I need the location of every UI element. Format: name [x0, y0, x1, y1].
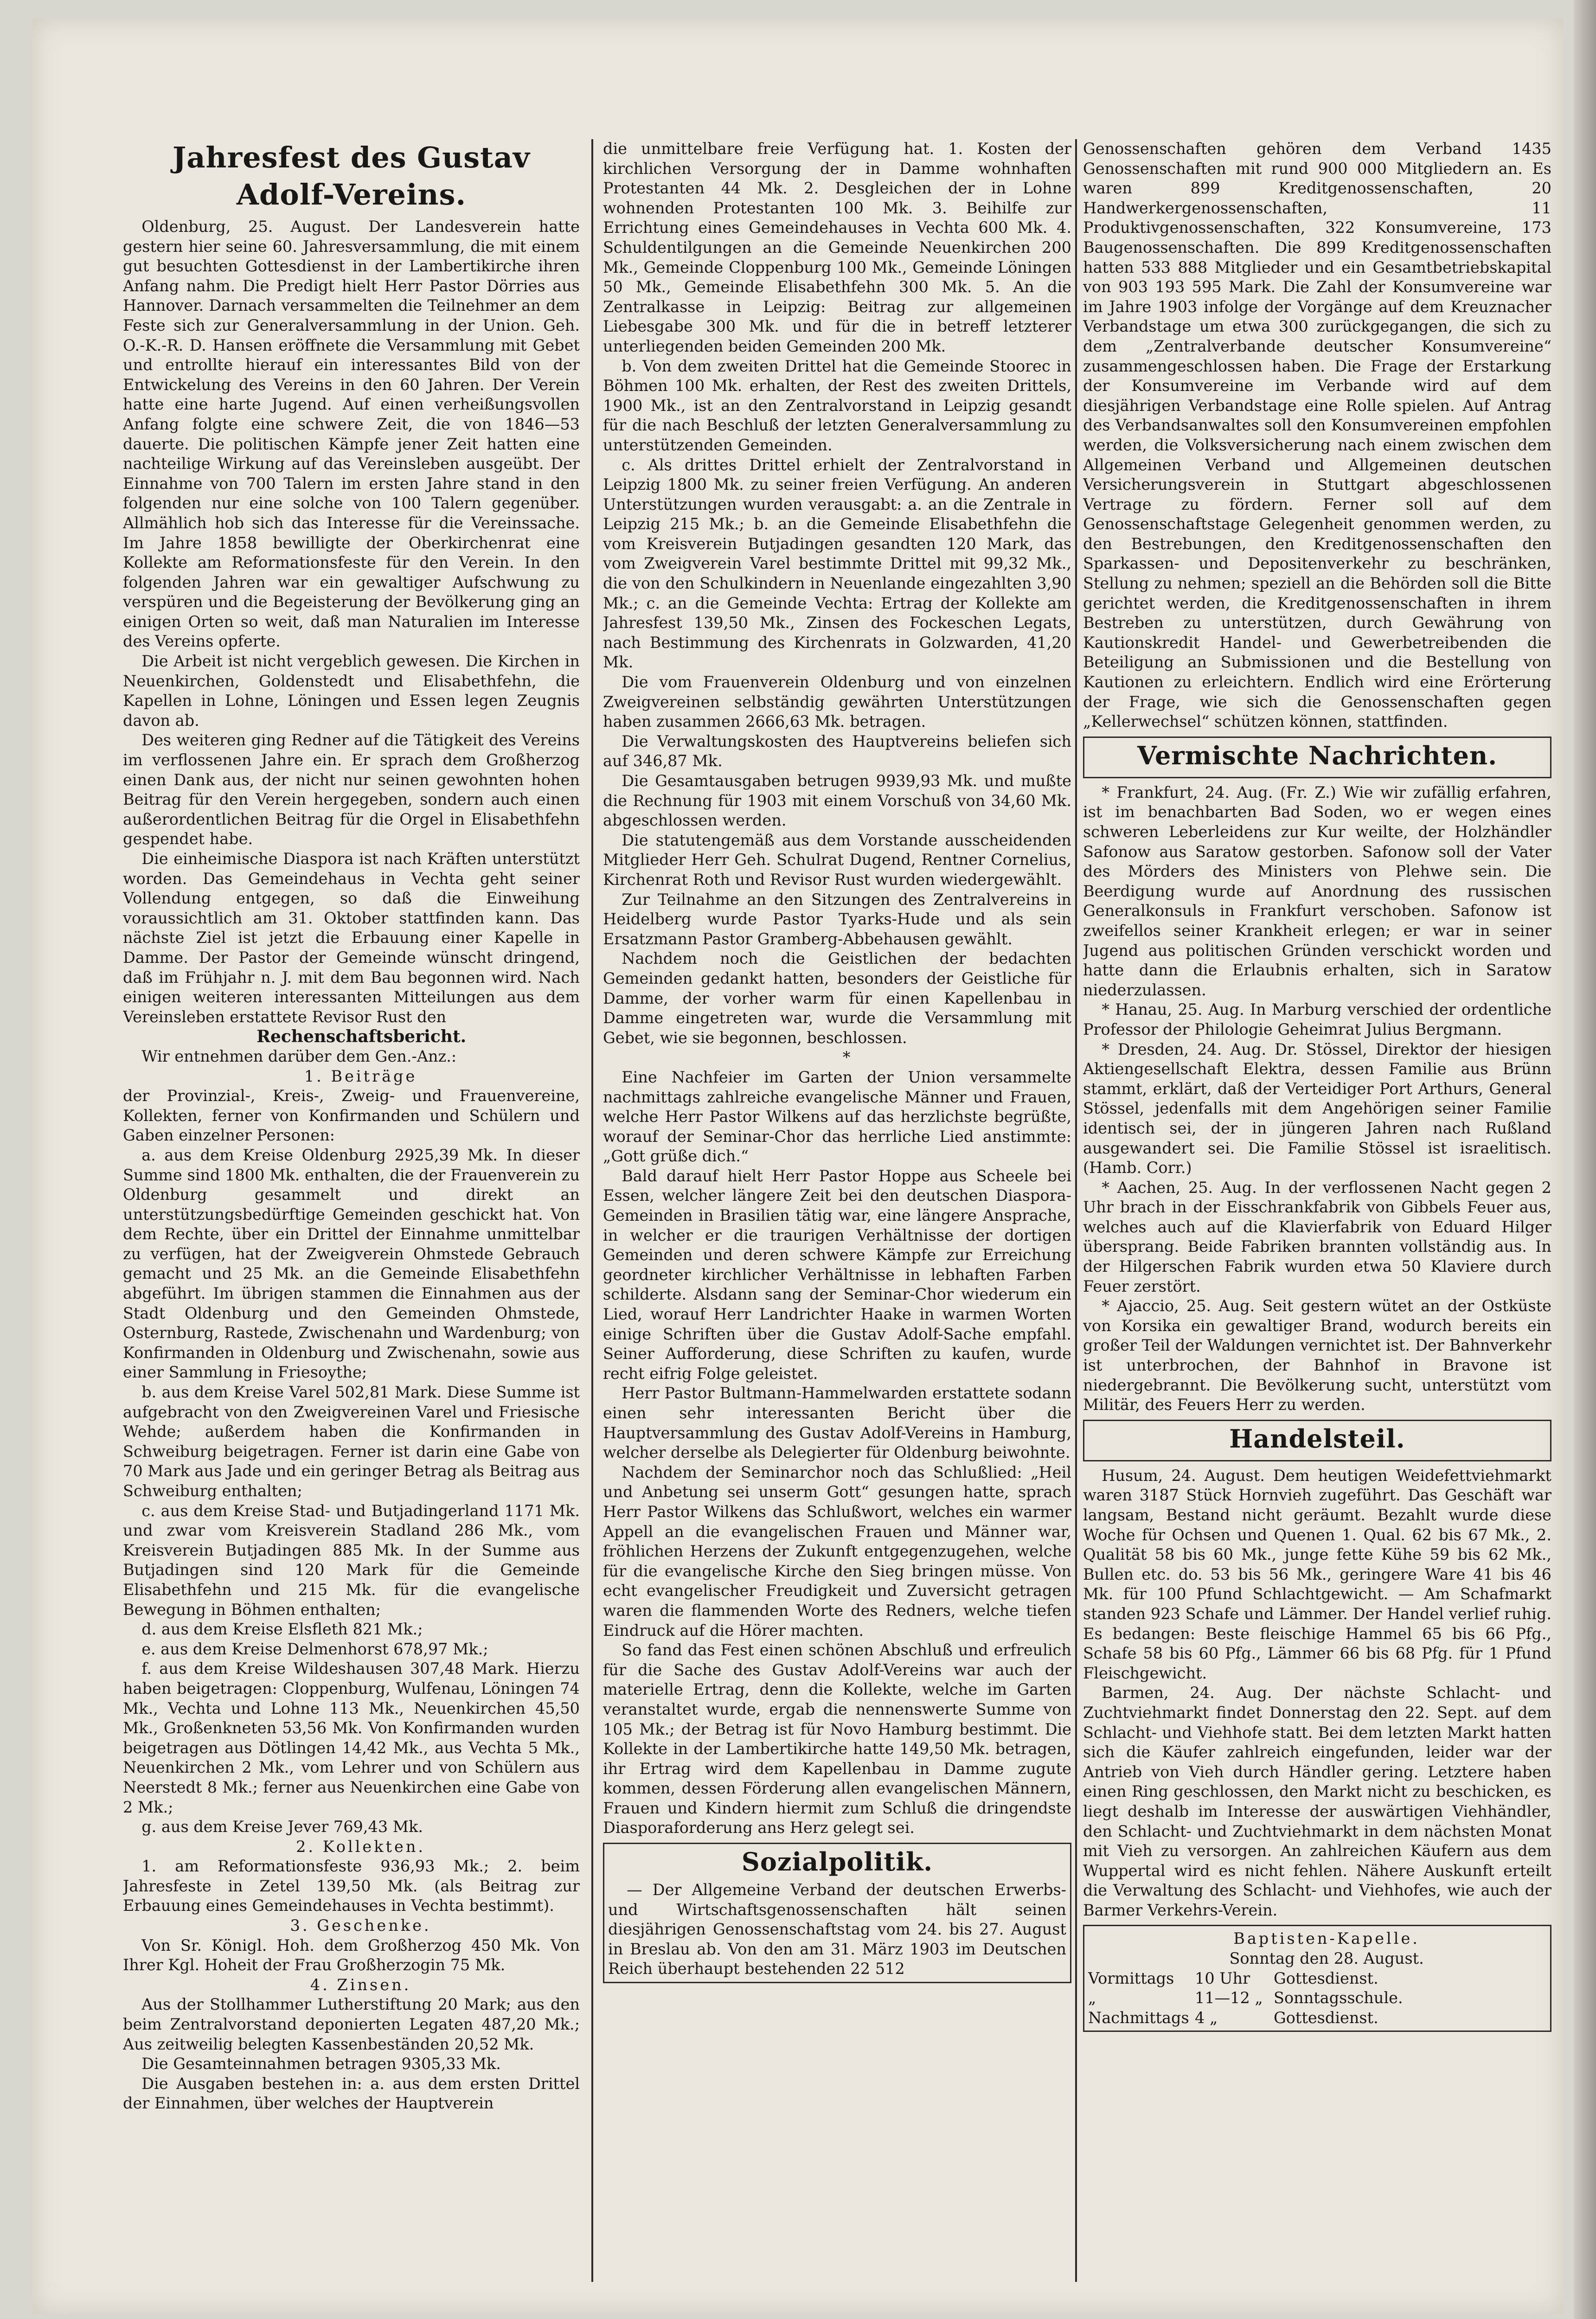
paragraph: So fand das Fest einen schönen Abschluß und erfreulich für die Sache des Gustav Adolf-Vereins war auch der materielle Ertrag, denn die Kollekte, welche im Garten veranstaltet wurde, ergab die nennenswerte Summe von 105 Mk.; der Betrag ist für Novo Hamburg bestimmt. Die Kollekte in der Lambertikirche hatte 149,50 Mk. betragen, ihr Ertrag wird dem Kapellenbau in Damme zugute kommen, dessen Förderung allen evangelischen Männern, Frauen und Kindern hiermit zum Schluß die dringendste Diasporaforderung ans Herz gelegt sei. [603, 1641, 1071, 1837]
subheading-zinsen: 4. Zinsen. [310, 1975, 411, 1994]
article-headline-gustav-adolf: Jahresfest des Gustav Adolf-Vereins. [173, 141, 530, 211]
list-item: b. aus dem Kreise Varel 502,81 Mark. Diese Summe ist aufgebracht von den Zweigvereinen Varel und Friesische Wehde; außerdem haben die Konfirmanden in Schweiburg beigetragen. Ferner ist darin eine Gabe von 70 Mark aus Jade und ein geringer Betrag als Beitrag aus Schweiburg enthalten; [123, 1383, 580, 1500]
paragraph: b. Von dem zweiten Drittel hat die Gemeinde Stoorec in Böhmen 100 Mk. erhalten, der Rest des zweiten Drittels, 1900 Mk., ist an den Zentralvorstand in Leipzig gesandt für die nach Beschluß der letzten Generalversammlung zu unterstützenden Gemeinden. [603, 357, 1071, 454]
section-heading-rechenschaftsbericht: Rechenschaftsbericht. [256, 1027, 467, 1047]
section-headline-vermischte-nachrichten: Vermischte Nachrichten. [1137, 740, 1497, 770]
handelsteil-box [1083, 1420, 1551, 1461]
notice-title: Baptisten-Kapelle. [1233, 1929, 1420, 1948]
paragraph: Nachdem der Seminarchor noch das Schlußlied: „Heil und Anbetung sei unserm Gott“ gesungen hatte, sprach Herr Pastor Wilkens das Schlußwort, welches ein warmer Appell an die evangelischen Frauen und Männer war, fröhlichen Herzens der Zukunft entgegenzugehen, welche für die evangelische Kirche den Sieg bringen müsse. Von echt evangelischer Freudigkeit und Zuversicht getragen waren die flammenden Worte des Redners, welche tiefen Eindruck auf die Hörer machten. [603, 1463, 1071, 1640]
vermischte-box [1083, 737, 1551, 778]
section-headline-sozialpolitik: Sozialpolitik. [741, 1847, 933, 1877]
paragraph: Die Verwaltungskosten des Hauptvereins beliefen sich auf 346,87 Mk. [603, 732, 1071, 770]
paragraph: Die statutengemäß aus dem Vorstande ausscheidenden Mitglieder Herr Geh. Schulrat Dugend, Rentner Cornelius, Kirchenrat Roth und Revisor Rust wurden wiedergewählt. [603, 831, 1071, 889]
news-item: * Hanau, 25. Aug. In Marburg verschied der ordentliche Professor der Philologie Geheimrat Julius Bergmann. [1083, 1000, 1551, 1038]
paragraph: Eine Nachfeier im Garten der Union versammelte nachmittags zahlreiche evangelische Männer und Frauen, welche Herr Pastor Wilkens auf das herzlichste begrüßte, worauf der Seminar-Chor das herrliche Lied anstimmte: „Gott grüße dich.“ [603, 1068, 1071, 1166]
schedule-event: Gottesdienst. [1274, 2008, 1378, 2027]
notice-date: Sonntag den 28. August. [1229, 1949, 1424, 1968]
schedule-event: Sonntagsschule. [1274, 1989, 1403, 2007]
news-item: * Ajaccio, 25. Aug. Seit gestern wütet an der Ostküste von Korsika ein gewaltiger Brand, wodurch bereits ein großer Teil der Waldungen vernichtet ist. Der Bahnverkehr ist unterbrochen, der Bahnhof in Bravone ist niedergebrannt. Die Bevölkerung sucht, unterstützt vom Militär, des Feuers Herr zu werden. [1083, 1297, 1551, 1414]
subheading-beitraege: 1. Beiträge [304, 1067, 417, 1085]
paragraph: 1. am Reformationsfeste 936,93 Mk.; 2. beim Jahresfeste in Zetel 139,50 Mk. (als Beitrag zur Erbauung eines Gemeindehauses in Vechta bestimmt). [123, 1857, 580, 1915]
section-headline-handelsteil: Handelsteil. [1229, 1423, 1405, 1454]
news-item: * Frankfurt, 24. Aug. (Fr. Z.) Wie wir zufällig erfahren, ist im benachbarten Bad Soden, wo er wegen eines schweren Leberleidens zur Kur weilte, der Holzhändler Safonow aus Saratow gestorben. Safonow soll der Vater des Mörders des Ministers von Plehwe sein. Die Beerdigung wurde auf Anordnung des russischen Generalkonsuls in Frankfurt verschoben. Safonow ist zweifellos seiner Krankheit erlegen; er war in seiner Jugend aus politischen Gründen verschickt worden und hatte dann die Erlaubnis erhalten, sich in Saratow niederzulassen. [1083, 783, 1551, 999]
paragraph: Nachdem noch die Geistlichen der bedachten Gemeinden gedankt hatten, besonders der Geistliche für Damme, der vorher warm für einen Kapellenbau in Damme eingetreten war, wurde die Versammlung mit Gebet, wie sie begonnen, beschlossen. [603, 949, 1071, 1047]
page-edge [1574, 0, 1596, 2319]
paragraph: die unmittelbare freie Verfügung hat. 1. Kosten der kirchlichen Versorgung der in Damme wohnhaften Protestanten 44 Mk. 2. Desgleichen der in Lohne wohnenden Protestanten 100 Mk. 3. Beihilfe zur Errichtung eines Gemeindehauses in Vechta 600 Mk. 4. Schuldentilgungen an die Gemeinde Neuenkirchen 200 Mk., Gemeinde Cloppenburg 100 Mk., Gemeinde Löningen 50 Mk., Gemeinde Elisabethfehn 300 Mk. 5. An die Zentralkasse in Leipzig: Beitrag zur allgemeinen Liebesgabe 300 Mk. und für die in betreff letzterer unterliegenden beiden Gemeinden 200 Mk. [603, 140, 1071, 355]
news-item: * Aachen, 25. Aug. In der verflossenen Nacht gegen 2 Uhr brach in der Eisschrankfabrik von Gibbels Feuer aus, welches auch auf die Klavierfabrik von Eduard Hilger übersprang. Beide Fabriken brannten vollständig aus. In der Hilgerschen Fabrik wurden etwa 50 Klaviere durch Feuer zerstört. [1083, 1178, 1551, 1295]
section-separator-star: * [842, 1048, 851, 1067]
news-item: * Dresden, 24. Aug. Dr. Stössel, Direktor der hiesigen Aktiengesellschaft Elektra, dessen Familie aus Brünn stammt, erklärt, daß der Verteidiger Port Arthurs, General Stössel, jedenfalls mit dem Angehörigen seiner Familie identisch sei, der in jüngeren Jahren nach Rußland ausgewandert sei. Die Familie Stössel ist israelitisch. (Hamb. Corr.) [1083, 1040, 1551, 1177]
paragraph: Des weiteren ging Redner auf die Tätigkeit des Vereins im verflossenen Jahre ein. Er sprach dem Großherzog einen Dank aus, der nicht nur seinen gewohnten hohen Beitrag für den Verein hergegeben, sondern auch einen außerordentlichen Beitrag für die Orgel in Elisabethfehn gespendet habe. [123, 731, 580, 848]
notice-box-baptisten [1083, 1925, 1551, 2032]
paragraph: Aus der Stollhammer Lutherstiftung 20 Mark; aus den beim Zentralvorstand deponierten Legaten 487,20 Mk.; Aus zeitweilig belegten Kassenbeständen 20,52 Mk. [123, 1995, 580, 2053]
schedule-time: 11—12 „ [1195, 1989, 1263, 2007]
list-item: c. aus dem Kreise Stad- und Butjadingerland 1171 Mk. und zwar vom Kreisverein Stadland 286 Mk., vom Kreisverein Butjadingen 885 Mk. In der Summe aus Butjadingen sind 120 Mark für die Gemeinde Elisabethfehn und 215 Mk. für die evangelische Bewegung in Böhmen enthalten; [123, 1501, 580, 1619]
schedule-time-label: Vormittags [1088, 1969, 1174, 1987]
list-item: e. aus dem Kreise Delmenhorst 678,97 Mk.; [141, 1640, 488, 1658]
paragraph: Die einheimische Diaspora ist nach Kräften unterstützt worden. Das Gemeindehaus in Vechta geht seiner Vollendung entgegen, so daß die Einweihung voraussichtlich am 31. Oktober stattfinden kann. Das nächste Ziel ist jetzt die Erbauung einer Kapelle in Damme. Der Pastor der Gemeinde wünscht dringend, daß im Frühjahr n. J. mit dem Bau begonnen wird. Nach einigen weiteren interessanten Mitteilungen aus dem Vereinsleben erstattete Revisor Rust den [123, 850, 580, 1026]
column-1 [123, 139, 580, 2282]
paragraph: Die Gesamtausgaben betrugen 9939,93 Mk. und mußte die Rechnung für 1903 mit einem Vorschuß von 34,60 Mk. abgeschlossen werden. [603, 772, 1071, 830]
schedule-row [1088, 1988, 1546, 2008]
list-item: g. aus dem Kreise Jever 769,43 Mk. [141, 1818, 423, 1836]
subheading-geschenke: 3. Geschenke. [290, 1916, 431, 1935]
schedule-row [1088, 2008, 1546, 2028]
subheading-kollekten: 2. Kollekten. [296, 1837, 426, 1856]
paragraph: Herr Pastor Bultmann-Hammelwarden erstattete sodann einen sehr interessanten Bericht über die Hauptversammlung des Gustav Adolf-Vereins in Hamburg, welcher derselbe als Delegierter für Oldenburg beiwohnte. [603, 1384, 1071, 1462]
schedule-event: Gottesdienst. [1274, 1969, 1378, 1987]
column-2 [603, 139, 1071, 2282]
paragraph: c. Als drittes Drittel erhielt der Zentralvorstand in Leipzig 1800 Mk. zu seiner freien Verfügung. An anderen Unterstützungen wurden verausgabt: a. an die Zentrale in Leipzig 215 Mk.; b. an die Gemeinde Elisabethfehn die vom Kreisverein Butjadingen gesandten 120 Mark, das vom Zweigverein Varel bestimmte Drittel mit 99,32 Mk., die von den Schulkindern in Neuenlande eingezahlten 3,90 Mk.; c. an die Gemeinde Vechta: Ertrag der Kollekte am Jahresfest 139,50 Mk., Zinsen des Fockeschen Legats, nach Bestimmung des Kirchenrats in Golzwarden, 41,20 Mk. [603, 455, 1071, 672]
schedule-time: 10 Uhr [1195, 1969, 1250, 1987]
column-3 [1083, 139, 1551, 2282]
paragraph: Die Arbeit ist nicht vergeblich gewesen. Die Kirchen in Neuenkirchen, Goldenstedt und Elisabethfehn, die Kapellen in Lohne, Löningen und Essen legen Zeugnis davon ab. [123, 652, 580, 730]
column-rule-2 [1075, 139, 1077, 2282]
news-item: Barmen, 24. Aug. Der nächste Schlacht- und Zuchtviehmarkt findet Donnerstag den 22. Sept. auf dem Schlacht- und Viehhofe statt. Bei dem letzten Markt hatten sich die Käufer zahlreich eingefunden, leider war der Antrieb von Vieh durch Händler gering. Letztere haben einen Ring geschlossen, den Markt nicht zu beschicken, es liegt deshalb im Interesse der auswärtigen Viehhändler, den Schlacht- und Zuchtviehmarkt in dem nächsten Monat mit Vieh zu versorgen. An zahlreichen Käufern aus dem Wuppertal wird es nicht fehlen. Nähere Auskunft erteilt die Verwaltung des Schlacht- und Viehhofes, wie auch der Barmer Verkehrs-Verein. [1083, 1684, 1551, 1919]
paragraph: Wir entnehmen darüber dem Gen.-Anz.: [141, 1047, 457, 1065]
paragraph: Von Sr. Königl. Hoh. dem Großherzog 450 Mk. Von Ihrer Kgl. Hoheit der Frau Großherzogin 75 Mk. [123, 1936, 580, 1974]
paragraph: Die vom Frauenverein Oldenburg und von einzelnen Zweigvereinen selbständig gewährten Unterstützungen haben zusammen 2666,63 Mk. betragen. [603, 673, 1071, 731]
schedule-time: 4 „ [1195, 2008, 1218, 2027]
paragraph: Genossenschaften gehören dem Verband 1435 Genossenschaften mit rund 900 000 Mitgliedern an. Es waren 899 Kreditgenossenschaften, 20 Handwerkergenossenschaften, 11 Produktivgenossenschaften, 322 Konsumvereine, 173 Baugenossenschaften. Die 899 Kreditgenossenschaften hatten 533 888 Mitglieder und ein Gesamtbetriebskapital von 903 193 595 Mark. Die Zahl der Konsumvereine war im Jahre 1903 infolge der Vorgänge auf dem Kreuznacher Verbandstage um etwa 300 zurückgegangen, die sich zu dem „Zentralverbande deutscher Konsumvereine“ zusammengeschlossen haben. Die Frage der Erstarkung der Konsumvereine im Verbande wird auf dem diesjährigen Verbandstage eine Rolle spielen. Auf Antrag des Verbandsanwaltes soll den Konsumvereinen empfohlen werden, die Volksversicherung nach einem zwischen dem Allgemeinen Verband und Allgemeinen deutschen Versicherungsverein in Stuttgart abgeschlossenen Vertrage zu fördern. Ferner soll auf dem Genossenschaftstage Gelegenheit genommen werden, zu den Bestrebungen, den Kreditgenossenschaften den Sparkassen- und Depositenverkehr zu beschränken, Stellung zu nehmen; speziell an die Behörden soll die Bitte gerichtet werden, die Kreditgenossenschaften in ihrem Bestreben zu unterstützen, durch Gewährung von Kautionskredit Handel- und Gewerbetreibenden die Beteiligung an Submissionen und die Bestellung von Kautionen zu erleichtern. Endlich wird eine Erörterung der Frage, wie sich die Genossenschaften gegen „Kellerwechsel“ schützen können, stattfinden. [1083, 140, 1551, 731]
news-item: Husum, 24. August. Dem heutigen Weidefettviehmarkt waren 3187 Stück Hornvieh zugeführt. Das Geschäft war langsam, Bestand nicht geräumt. Bezahlt wurde diese Woche für Ochsen und Quenen 1. Qual. 62 bis 67 Mk., 2. Qualität 58 bis 60 Mk., junge fette Kühe 59 bis 62 Mk., Bullen etc. do. 53 bis 56 Mk., geringere Ware 41 bis 46 Mk. für 100 Pfund Schlachtgewicht. — Am Schafmarkt standen 923 Schafe und Lämmer. Der Handel verlief ruhig. Es bedangen: Beste fleischige Hammel 65 bis 66 Pfg., Schafe 58 bis 60 Pfg., Lämmer 66 bis 68 Pfg. für 1 Pfund Fleischgewicht. [1083, 1466, 1551, 1682]
list-item: d. aus dem Kreise Elsfleth 821 Mk.; [141, 1620, 423, 1639]
paragraph: Die Gesamteinnahmen betragen 9305,33 Mk. [141, 2055, 501, 2073]
paragraph: Zur Teilnahme an den Sitzungen des Zentralvereins in Heidelberg wurde Pastor Tyarks-Hude und als sein Ersatzmann Pastor Gramberg-Abbehausen gewählt. [603, 890, 1071, 948]
paragraph: — Der Allgemeine Verband der deutschen Erwerbs- und Wirtschaftsgenossenschaften hält seinen diesjährigen Genossenschaftstag vom 24. bis 27. August in Breslau ab. Von den am 31. März 1903 im Deutschen Reich überhaupt bestehenden 22 512 [608, 1881, 1066, 1978]
schedule-time-label: „ [1088, 1989, 1096, 2007]
paragraph: der Provinzial-, Kreis-, Zweig- und Frauenvereine, Kollekten, ferner von Konfirmanden und Schülern und Gaben einzelner Personen: [123, 1087, 580, 1145]
list-item: a. aus dem Kreise Oldenburg 2925,39 Mk. In dieser Summe sind 1800 Mk. enthalten, die der Frauenverein zu Oldenburg gesammelt und direkt an unterstützungsbedürftige Gemeinden geschickt hat. Von dem Rechte, über ein Drittel der Einnahme unmittelbar zu verfügen, hat der Zweigverein Ohmstede Gebrauch gemacht und 25 Mk. an die Gemeinde Elisabethfehn abgeführt. Im übrigen stammen die Einnahmen aus der Stadt Oldenburg und den Gemeinden Ohmstede, Osternburg, Rastede, Zwischenahn und Wardenburg; von Konfirmanden in Oldenburg und Zwischenahn, sowie aus einer Sammlung in Friesoythe; [123, 1146, 580, 1382]
schedule-time-label: Nachmittags [1088, 2008, 1189, 2027]
schedule-row [1088, 1969, 1546, 1989]
paragraph: Oldenburg, 25. August. Der Landesverein hatte gestern hier seine 60. Jahresversammlung, die mit einem gut besuchten Gottesdienst in der Lambertikirche ihren Anfang nahm. Die Predigt hielt Herr Pastor Dörries aus Hannover. Darnach versammelten die Teilnehmer an dem Feste sich zur Generalversammlung in der Union. Geh. O.-K.-R. D. Hansen eröffnete die Versammlung mit Gebet und entrollte hierauf ein interessantes Bild von der Entwickelung des Vereins in den 60 Jahren. Der Verein hatte eine harte Jugend. Auf einen verheißungsvollen Anfang folgte eine schwere Zeit, die von 1846—53 dauerte. Die politischen Kämpfe jener Zeit hatten eine nachteilige Wirkung auf das Vereinsleben ausgeübt. Der Einnahme von 700 Talern im ersten Jahre stand in den folgenden nur eine solche von 100 Talern gegenüber. Allmählich hob sich das Interesse für die Vereinssache. Im Jahre 1858 bewilligte der Oberkirchenrat eine Kollekte am Reformationsfeste für den Verein. In den folgenden Jahren war ein gewaltiger Aufschwung zu verspüren und die Begeisterung der Bevölkerung ging an einigen Orten so weit, daß man Naturalien im Interesse des Vereins opferte. [123, 218, 580, 651]
column-rule-1 [591, 139, 593, 2282]
sozialpolitik-box [603, 1843, 1071, 1983]
paragraph: Die Ausgaben bestehen in: a. aus dem ersten Drittel der Einnahmen, über welches der Hauptverein [123, 2074, 580, 2113]
list-item: f. aus dem Kreise Wildeshausen 307,48 Mark. Hierzu haben beigetragen: Cloppenburg, Wulfenau, Löningen 74 Mk., Vechta und Lohne 113 Mk., Neuenkirchen 45,50 Mk., Großenkneten 53,56 Mk. Von Konfirmanden wurden beigetragen aus Dötlingen 14,42 Mk., aus Vechta 5 Mk., Neuenkirchen 2 Mk., vom Lehrer und von Schülern aus Neerstedt 8 Mk.; ferner aus Neuenkirchen eine Gabe von 2 Mk.; [123, 1659, 580, 1816]
paragraph: Bald darauf hielt Herr Pastor Hoppe aus Scheele bei Essen, welcher längere Zeit bei den deutschen Diaspora-Gemeinden in Brasilien tätig war, eine längere Ansprache, in welcher er die traurigen Verhältnisse der dortigen Gemeinden und deren schwere Kämpfe zur Erreichung geordneter kirchlicher Verhältnisse in lebhaften Farben schilderte. Alsdann sang der Seminar-Chor wiederum ein Lied, worauf Herr Landrichter Haake in warmen Worten einige Schriften über die Gustav Adolf-Sache empfahl. Seiner Aufforderung, diese Schriften zu kaufen, wurde recht eifrig Folge geleistet. [603, 1166, 1071, 1383]
